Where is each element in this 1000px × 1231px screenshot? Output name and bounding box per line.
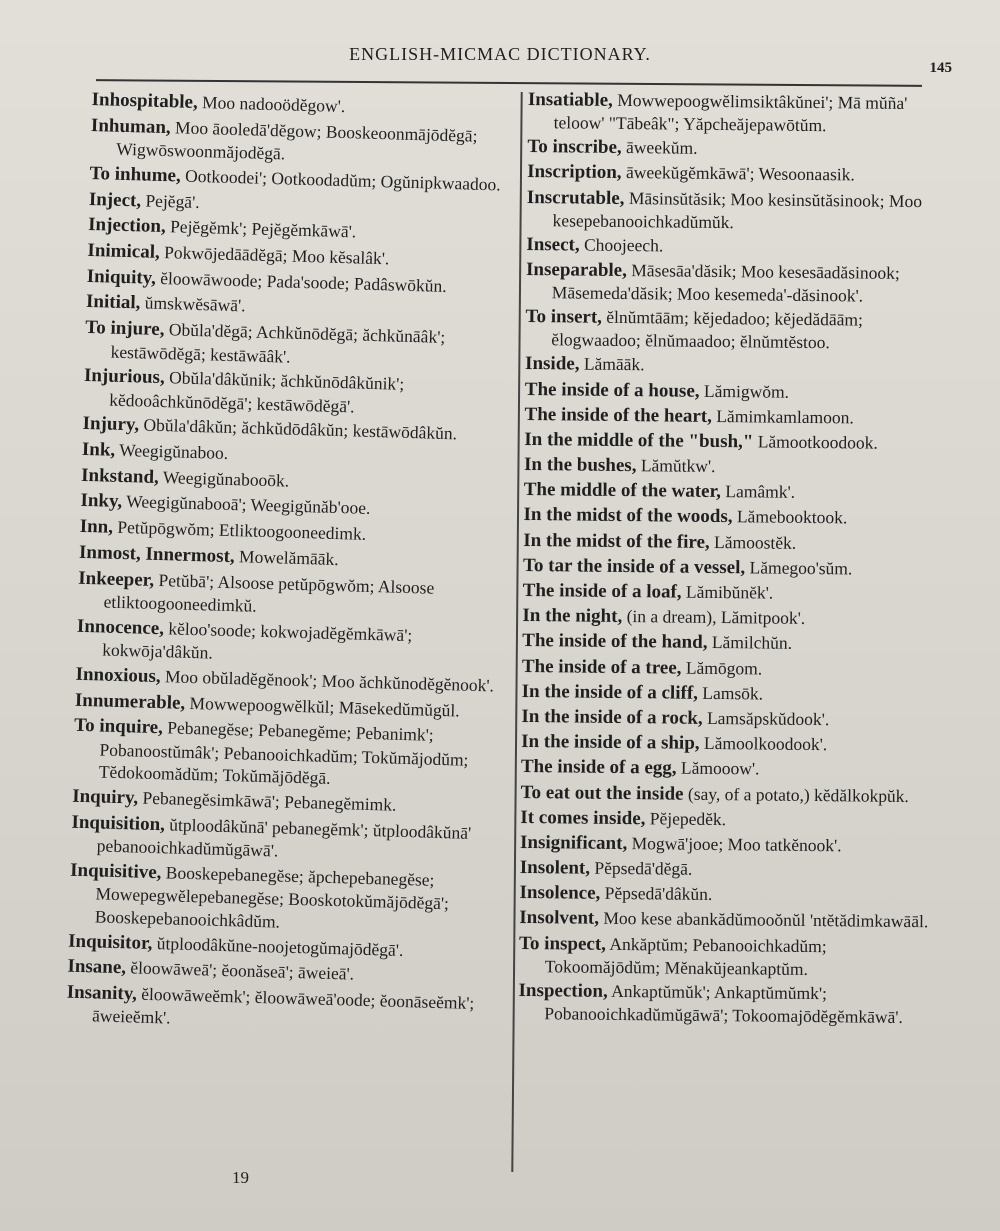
dictionary-entry [523,554,943,581]
entry-headword: Insolvent, [519,907,600,930]
dictionary-entry [520,856,940,883]
dictionary-entry [528,88,948,137]
signature-mark: 19 [232,1168,249,1187]
dictionary-entry [525,305,945,354]
entry-headword: Insolent, [519,857,591,879]
entry-definition: Lămebooktook. [732,506,848,528]
entry-headword: Insolence, [519,882,601,905]
entry-definition: Lamsăpskŭdook'. [702,707,830,730]
entry-headword: Inkstand, [80,464,160,488]
entry-definition: Lămigwŏm. [699,380,790,402]
entry-definition: Mogwā'jooe; Moo tatkĕnook'. [627,832,842,856]
entry-headword: The inside of a egg, [520,756,677,779]
entry-definition: āweekŭm. [621,137,698,158]
dictionary-entry [527,186,947,235]
entry-headword: Inside, [525,353,580,375]
entry-definition: (in a dream), Lămitpook'. [622,606,806,629]
dictionary-entry [69,859,496,939]
entry-definition: Lămimkamlamoon. [711,405,854,428]
entry-headword: To inspect, [518,932,607,955]
entry-definition: Lamsōk. [697,682,764,704]
entry-headword: Innumerable, [74,689,186,714]
entry-definition: Petŭpōgwŏm; Etliktoogooneedimk. [112,516,367,544]
entry-definition: Lămoostĕk. [709,531,797,553]
entry-definition: Ootkoodei'; Ootkoodadŭm; Ogŭnipkwaadoo. [180,165,501,195]
entry-definition: Lămŭtkw'. [636,455,716,477]
entry-headword: Inkeeper, [78,567,155,591]
entry-definition: Pejĕgā'. [140,189,200,212]
entry-headword: Insane, [67,955,127,979]
entry-definition: kĕloo'soode; kokwojadĕgĕmkāwā'; kokwōja'dâkŭn. [102,617,413,663]
entry-headword: It comes inside, [520,806,646,829]
entry-definition: ĕloowāwoode; Pada'soode; Padâswōkŭn. [155,267,447,296]
entry-definition: Obŭla'dâkŭnik; ăchkŭnōdâkŭnik'; kĕdooâchkŭnōdĕgā'; kestāwōdĕgā'. [109,367,405,417]
entry-headword: Inhospitable, [91,88,199,113]
entry-definition: Moo āooledā'dĕgow; Booskeoonmājōdĕgā; Wigwōswoonmăjodĕgā. [116,116,478,164]
dictionary-entry [520,831,940,858]
entry-definition: Ankăptŭm; Pebanooichkadŭm; Tokoomăjōdŭm; Mĕnakŭjeankaptŭm. [544,933,827,979]
dictionary-entry [524,403,944,430]
dictionary-entry [524,428,944,455]
entry-definition: Pĕpsedā'dâkŭn. [600,883,713,905]
entry-definition: Ankaptŭmŭk'; Ankaptŭmŭmk'; Pobanooichkadŭmŭgāwā'; Tokoomajōdĕgĕmkāwā'. [544,980,903,1027]
entry-headword: To eat out the inside [520,781,684,805]
entry-definition: ĕloowāweĕmk'; ĕloowāweā'oode; ĕoonāseĕmk'; āweieĕmk'. [91,983,475,1028]
entry-headword: In the midst of the woods, [523,504,733,528]
dictionary-entry [521,755,941,782]
entry-definition: Pĕpsedā'dĕgā. [589,857,693,879]
entry-definition: Māsesāa'dăsik; Moo kesesāadăsinook; Māsemeda'dăsik; Moo kesemeda'-dăsinook'. [551,259,900,306]
entry-headword: In the bushes, [523,454,637,477]
entry-definition: Petŭbā'; Alsoose petŭpōgwŏm; Alsoose etliktoogooneedimkŭ. [103,569,435,616]
dictionary-entry [527,160,947,187]
entry-definition: Weegigŭnabooā'; Weegigŭnăb'ooe. [121,491,371,519]
entry-definition: Lămāāk. [579,353,645,375]
entry-headword: Insect, [526,233,580,256]
dictionary-entry [518,979,938,1028]
entry-definition: ĕloowāweā'; ĕoonăseā'; āweieā'. [125,957,355,984]
running-head: ENGLISH-MICMAC DICTIONARY. [349,44,651,64]
entry-definition: Moo kese abankădŭmooŏnŭl 'ntĕtădimkawāāl. [598,908,929,932]
entry-definition: Moo nadooödĕgow'. [197,91,346,117]
entry-headword: To inhume, [89,162,182,187]
entry-headword: Inimical, [87,239,161,263]
entry-headword: The inside of a tree, [521,655,682,679]
header-rule [96,79,922,87]
entry-headword: To inscribe, [527,136,622,159]
entry-definition: Weegigŭnaboo. [114,439,229,464]
entry-headword: Insanity, [66,981,138,1005]
dictionary-entry [73,714,500,794]
entry-headword: Ink, [81,438,116,461]
entry-headword: Injury, [82,413,140,436]
entry-headword: To inquire, [73,715,164,739]
entry-definition: ŭtploodâkŭnā' pebanegĕmk'; ŭtploodâkŭnā' pebanooichkadŭmŭgāwā'. [96,813,472,861]
entry-headword: The inside of the hand, [522,630,708,654]
entry-definition: Pebanegĕsimkāwā'; Pebanegĕmimk. [137,787,397,815]
entry-definition: Pejĕgĕmk'; Pejĕgĕmkāwā'. [165,216,357,242]
entry-definition: Lămegoo'sŭm. [745,557,853,579]
entry-headword: Innoxious, [75,663,161,688]
entry-headword: Inquiry, [71,785,139,809]
dictionary-entry [519,906,939,933]
entry-headword: Injection, [87,214,167,238]
entry-definition: Pĕjepedĕk. [645,807,727,829]
entry-headword: Insatiable, [527,88,613,111]
entry-headword: In the inside of a rock, [521,705,703,729]
dictionary-entry [522,604,942,631]
dictionary-entry [523,529,943,556]
dictionary-entry [522,680,942,707]
entry-definition: Mowelămāāk. [234,545,339,569]
dictionary-entry [521,730,941,757]
dictionary-entry [521,780,941,807]
entry-definition: Obŭla'dâkŭn; ăchkŭdōdâkŭn; kestāwōdâkŭn. [138,414,458,444]
entry-definition: Lămooow'. [676,757,760,779]
dictionary-entry [524,453,944,480]
dictionary-entry [525,377,945,404]
dictionary-entry [526,233,946,260]
entry-headword: Inscrutable, [526,186,625,209]
entry-headword: In the night, [522,605,623,628]
entry-definition: Pokwōjedāādĕgā; Moo kĕsalâk'. [159,241,390,269]
dictionary-entry [521,705,941,732]
entry-definition: Lamâmk'. [720,481,796,503]
entry-headword: In the midst of the fire, [523,529,710,553]
entry-headword: To injure, [85,316,165,341]
right-column [518,88,948,1030]
entry-headword: In the middle of the "bush," [524,428,754,453]
entry-headword: The inside of the heart, [524,403,713,427]
entry-headword: The inside of a house, [524,378,700,402]
left-column [66,88,517,1041]
entry-headword: Inseparable, [525,258,628,281]
entry-definition: Choojeech. [579,234,664,256]
entry-definition: Lămibŭnĕk'. [681,581,774,603]
entry-headword: Injurious, [83,365,166,389]
entry-definition: Pebanegĕse; Pebanegĕme; Pebanimk'; Pobanoostŭmâk'; Pebanooichkadŭm; Tokŭmăjodŭm; Tĕdokoomădŭm; Tokŭmăjōdĕgā. [98,717,469,789]
dictionary-entry [66,981,492,1039]
entry-headword: Insignificant, [519,831,628,854]
entry-definition: Lămōgom. [681,657,763,679]
dictionary-entry [527,135,947,162]
entry-headword: Inky, [80,490,123,513]
entry-headword: Inn, [79,515,114,538]
entry-headword: Inspection, [518,979,608,1002]
entry-headword: Inquisitor, [67,930,153,954]
entry-definition: Lămilchŭn. [707,632,793,654]
page-number: 145 [929,60,952,76]
entry-definition: Lămoolkoodook'. [699,732,828,755]
entry-definition: āweekŭgĕmkāwā'; Wesoonaasik. [621,162,855,185]
entry-headword: Inscription, [527,161,622,184]
entry-headword: Inhuman, [90,114,171,138]
entry-headword: Inquisition, [71,811,166,835]
dictionary-entry [520,806,940,833]
entry-definition: Booskepebanegĕse; ăpchepebanegĕse; Mowepegwĕlepebanegĕse; Booskotokŭmăjōdĕgā'; Booskepebanooichkâdŭm. [94,862,450,932]
entry-definition: Lămootkoodook. [753,431,878,453]
entry-headword: The middle of the water, [523,479,722,503]
entry-definition: Māsinsŭtăsik; Moo kesinsŭtăsinook; Moo kesepebanooichkadŭmŭk. [552,187,923,232]
entry-headword: In the inside of a cliff, [521,680,699,704]
entry-headword: In the inside of a ship, [521,731,700,754]
entry-headword: Innocence, [76,615,165,639]
entry-definition: Mowwepoogwĕlimsiktâkŭnei'; Mā mŭña' teloow' "Tābeâk"; Yăpcheăjepawōtŭm. [553,89,908,136]
dictionary-entry [526,258,946,307]
entry-headword: Initial, [85,291,141,314]
entry-definition: Obŭla'dĕgā; Achkŭnōdĕgā; ăchkŭnāâk'; kestāwōdĕgā; kestāwāâk'. [110,319,446,367]
dictionary-entry [523,579,943,606]
entry-headword: Inquisitive, [69,859,162,884]
dictionary-entry [522,629,942,656]
dictionary-entry [525,352,945,379]
entry-headword: Inject, [88,188,142,211]
entry-definition: Mowwepoogwĕlkŭl; Māsekedŭmŭgŭl. [184,692,461,721]
entry-headword: Inmost, Innermost, [78,541,235,567]
entry-definition: Moo obŭladĕgĕnook'; Moo ăchkŭnodĕgĕnook'. [160,666,495,696]
dictionary-entry [522,655,942,682]
dictionary-entry [523,503,943,530]
dictionary-entry [524,478,944,505]
entry-definition: ŭmskwĕsāwā'. [140,292,246,316]
entry-headword: Iniquity, [86,265,157,289]
dictionary-entry [519,932,939,981]
entry-definition: ŭtploodâkŭne-noojetogŭmajōdĕgā'. [152,932,404,960]
entry-headword: The inside of a loaf, [522,579,682,603]
entry-headword: To insert, [525,306,603,328]
entry-definition: (say, of a potato,) kĕdălkokpŭk. [683,783,909,806]
entry-headword: To tar the inside of a vessel, [522,554,746,579]
entry-definition: Weegigŭnabooōk. [158,466,290,491]
dictionary-entry [519,881,939,908]
entry-definition: ĕlnŭmtāām; kĕjedadoo; kĕjedădāām; ĕlogwaadoo; ĕlnŭmaadoo; ĕlnŭmtĕstoo. [551,306,864,353]
